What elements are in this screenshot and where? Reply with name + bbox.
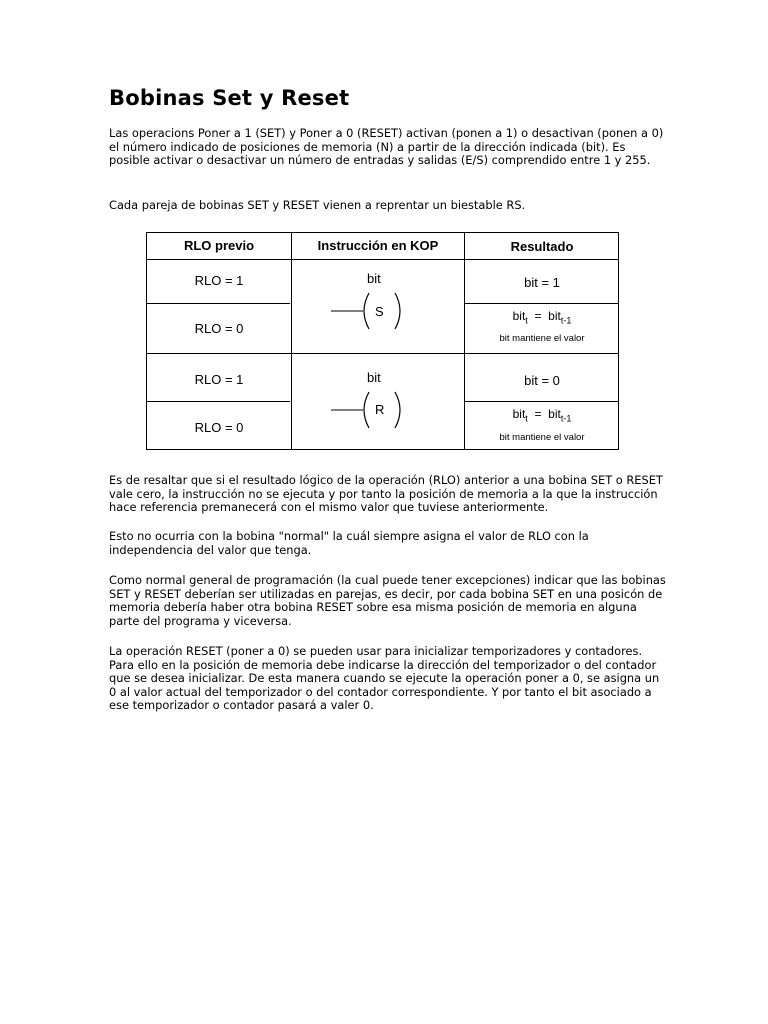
reset-coil-letter: R [375,402,385,417]
set-result-0-note: bit mantiene el valor [499,333,585,344]
table-row-divider [464,303,618,304]
intro-paragraph: Las operacions Poner a 1 (SET) y Poner a 0 (RESET) activan (ponen a 1) o desactivan (ponen a 0) el número indicado de posiciones de memoria (N) a partir de la dirección indicada (bit). Es posible activar o desactivar un número de entradas y salidas (E/S) comprendido entre 1 y 255. [109,126,664,168]
reset-result-1: bit = 0 [524,373,560,388]
page-title: Bobinas Set y Reset [109,86,350,110]
reset-timers-paragraph: La operación RESET (poner a 0) se pueden usar para inicializar temporizadores y contadores. Para ello en la posición de memoria debe indicarse la dirección del temporizador o del contador que se desea inicializar. De esta manera cuando se ejecute la operación poner a 0, se asigna un 0 al valor actual del temporizador o del contador correspondiente. Y por tanto el bit asociado a ese temporizador o contador pasará a valer 0. [109,644,660,713]
reset-result-0-lhs: bit [512,407,526,421]
set-coil-icon [327,289,407,333]
set-result-0-rhs: bit [548,309,561,323]
reset-rlo-0: RLO = 0 [194,420,244,435]
set-rlo-1: RLO = 1 [194,273,244,288]
table-block-divider [147,353,618,354]
rlo-zero-paragraph: Es de resaltar que si el resultado lógico de la operación (RLO) anterior a una bobina SET o RESET vale cero, la instrucción no se ejecuta y por tanto la posición de memoria a la que la instrucción hace referencia premanecerá con el mismo valor que tuviese anteriormente. [109,473,663,515]
programming-rule-paragraph: Como normal general de programación (la cual puede tener excepciones) indicar que las bobinas SET y RESET deberían ser utilizadas en parejas, es decir, por cada bobina SET en una posicón de memoria debería haber otra bobina RESET sobre esa misma posición de memoria en alguna parte del programa y viceversa. [109,573,666,628]
table-row-divider [464,401,618,402]
table-row-divider [147,401,290,402]
rs-paragraph: Cada pareja de bobinas SET y RESET vienen a reprentar un biestable RS. [109,198,526,212]
header-instruccion-kop: Instrucción en KOP [317,238,439,253]
reset-result-0-eq: = [534,407,542,421]
normal-coil-paragraph: Esto no ocurria con la bobina "normal" la cuál siempre asigna el valor de RLO con la independencia del valor que tenga. [109,529,589,557]
set-result-0-eq: = [534,309,542,323]
set-result-1: bit = 1 [524,275,560,290]
table-col-divider [291,233,292,449]
table-row-divider [147,303,290,304]
table-header-divider [147,259,618,260]
reset-coil-operand: bit [367,370,381,385]
reset-result-0-equation [465,407,619,423]
reset-result-0-rhs-sub: t-1 [560,413,572,424]
reset-coil-icon [327,388,407,432]
set-result-0-lhs-sub: t [525,315,528,326]
header-rlo-previo: RLO previo [183,238,255,253]
set-result-0-lhs: bit [512,309,526,323]
set-reset-table [146,232,619,450]
set-rlo-0: RLO = 0 [194,321,244,336]
set-result-0-equation [465,309,619,325]
set-result-0-rhs-sub: t-1 [560,315,572,326]
set-coil-letter: S [375,304,384,319]
reset-result-0-rhs: bit [548,407,561,421]
set-coil-operand: bit [367,271,381,286]
reset-rlo-1: RLO = 1 [194,372,244,387]
header-resultado: Resultado [510,239,574,254]
reset-result-0-note: bit mantiene el valor [499,432,585,443]
reset-result-0-lhs-sub: t [525,413,528,424]
